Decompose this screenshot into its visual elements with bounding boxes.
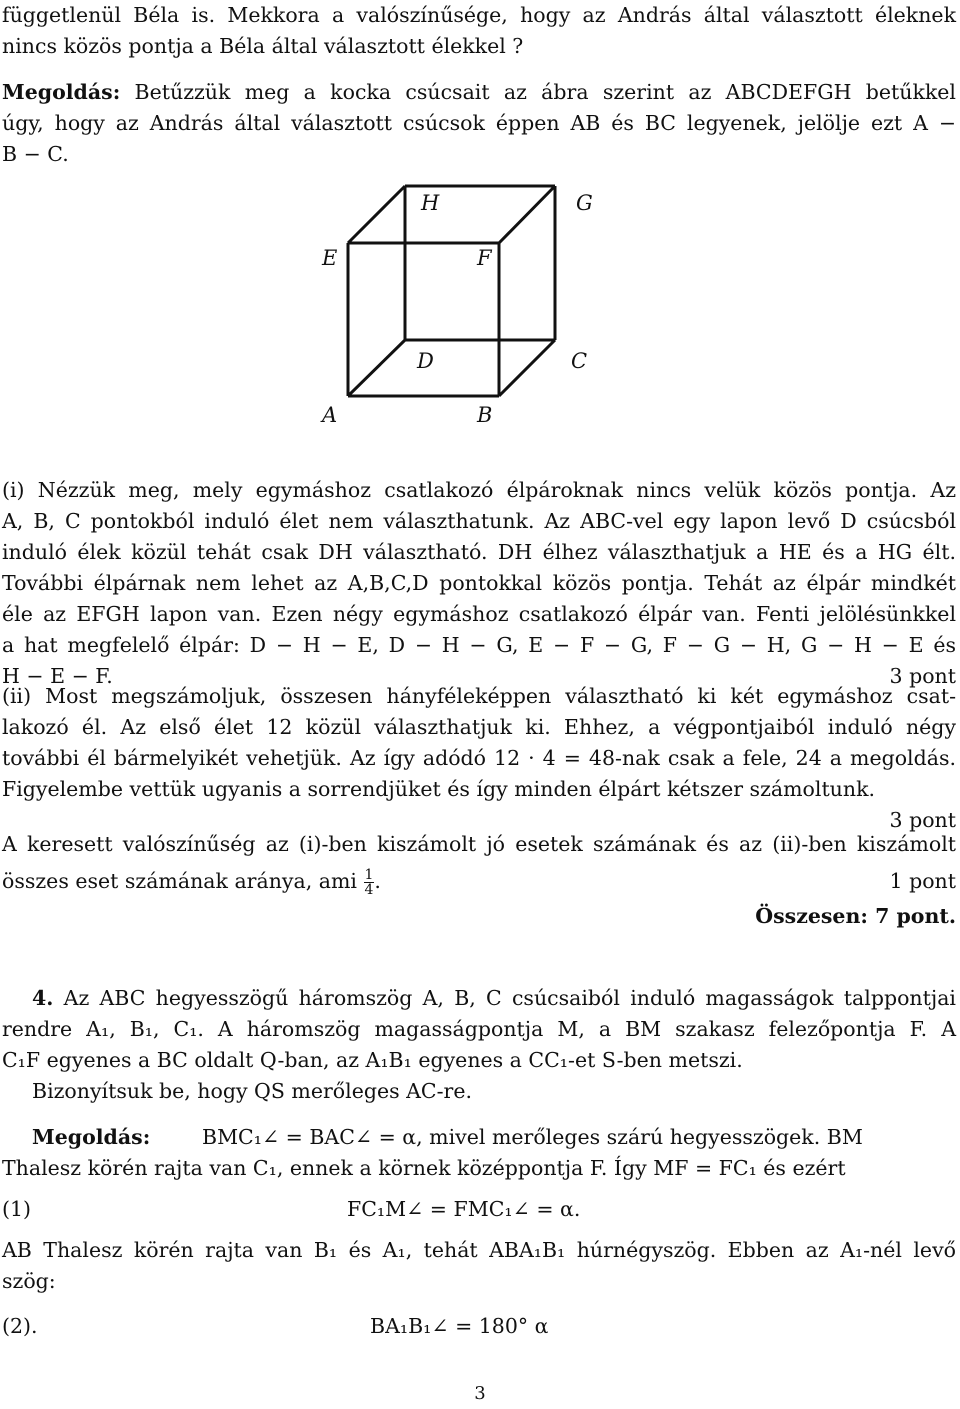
edge-FG [499,186,555,243]
cube-figure [300,180,620,440]
equation-1 [2,1194,956,1225]
part-i-line-5: éle az EFGH lapon van. Ezen négy egymáshoz csatlakozó élpár van. Fenti jelölésünkkel [2,602,956,626]
vertex-label-C: C [571,349,588,373]
solution3-line-2: úgy, hogy az András által választott csúcsok éppen AB és BC legyenek, jelölje ezt A − [2,111,956,135]
points-badge: 1 pont [889,869,956,893]
problem4 [2,983,956,1107]
solution4-line-3: AB Thalesz körén rajta van B₁ és A₁, tehát ABA₁B₁ húrnégyszög. Ebben az A₁-nél levő [2,1238,956,1262]
vertex-label-E: E [322,246,338,270]
solution3-line-1 [2,77,956,108]
solution-heading: Megoldás: [2,80,121,104]
problem4-line-2: rendre A₁, B₁, C₁. A háromszög magasságpontja M, a BM szakasz felezőpontja F. A [2,1017,956,1041]
problem3-intro [2,0,956,62]
vertex-label-D: D [417,349,434,373]
part-ii-line-4: Figyelembe vettük ugyanis a sorrendjüket és így minden élpárt kétszer számoltunk. [2,777,876,801]
equation-2-label: (2). [2,1314,38,1338]
points-badge: 3 pont [889,808,956,832]
vertex-label-B: B [477,403,493,427]
edge-EH [348,186,405,243]
part-i-line-2: A, B, C pontokból induló élet nem választhatunk. Az ABC-vel egy lapon levő D csúcsból [2,509,956,533]
points-badge: 3 pont [889,664,956,688]
solution3-line-1-text: Betűzzük meg a kocka csúcsait az ábra szerint az ABCDEFGH betűkkel [120,80,956,104]
intro-line-2: nincs közös pontja a Béla által választott élekkel ? [2,34,524,58]
vertex-label-A: A [322,403,338,427]
equation-1-text: FC₁M∠ = FMC₁∠ = α. [347,1197,581,1221]
conclusion-line-2-text: összes eset számának aránya, ami [2,869,357,893]
solution3-line-3: B − C. [2,142,69,166]
fraction [364,868,375,897]
vertex-label-H: H [421,191,440,215]
fraction-numerator: 1 [364,867,374,883]
conclusion-period: . [374,869,381,893]
part-i-line-1: (i) Nézzük meg, mely egymáshoz csatlakozó élpároknak nincs velük közös pontja. Az [2,478,956,502]
cube-edges [348,186,555,396]
fraction-denominator: 4 [364,882,374,898]
problem-number: 4. [32,986,54,1010]
solution4-line-1 [2,1122,956,1153]
problem4-line-3: C₁F egyenes a BC oldalt Q-ban, az A₁B₁ egyenes a CC₁-et S-ben metszi. [2,1048,743,1072]
solution4 [2,1122,956,1342]
problem4-line-4: Bizonyítsuk be, hogy QS merőleges AC-re. [32,1079,472,1103]
solution4-line-2: Thalesz körén rajta van C₁, ennek a körnek középpontja F. Így MF = FC₁ és ezért [2,1156,846,1180]
solution4-line-4: szög: [2,1269,56,1293]
solution3-intro [2,77,956,170]
total-points [2,901,956,932]
part-ii-line-1: (ii) Most megszámoljuk, összesen hányféleképpen választható ki két egymáshoz csat- [2,684,956,708]
problem4-line-1 [2,983,956,1014]
problem4-line-1-text: Az ABC hegyesszögű háromszög A, B, C csúcsaiból induló magasságok talppontjai [53,986,956,1010]
solution-heading: Megoldás: [32,1125,151,1149]
part-i-line-4: További élpárnak nem lehet az A,B,C,D pontokkal közös pontja. Tehát az élpár mindkét [2,571,956,595]
part-ii [2,681,956,836]
edge-AD [348,340,405,396]
total-points-text: Összesen: 7 pont. [755,904,956,928]
equation-2 [2,1311,956,1342]
equation-2-text: BA₁B₁∠ = 180° α [370,1314,549,1338]
vertex-label-F: F [477,246,492,270]
part-i-line-3: induló élek közül tehát csak DH választható. DH élhez választhatjuk a HE és a HG élt. [2,540,956,564]
conclusion [2,829,956,932]
part-i [2,475,956,692]
vertex-label-G: G [576,191,593,215]
part-ii-line-3: további él bármelyikét vehetjük. Az így adódó 12 · 4 = 48-nak csak a fele, 24 a megoldás. [2,746,956,770]
conclusion-line-2 [2,866,956,897]
solution4-line-1-text: BMC₁∠ = BAC∠ = α, mivel merőleges szárú hegyesszögek. BM [202,1125,863,1149]
equation-1-label: (1) [2,1197,32,1221]
part-i-line-7-text: H − E − F. [2,664,113,688]
page-number: 3 [474,1383,486,1404]
conclusion-line-1: A keresett valószínűség az (i)-ben kiszámolt jó esetek számának és az (ii)-ben kiszámolt [2,832,956,856]
part-i-line-6: a hat megfelelő élpár: D − H − E, D − H − G, E − F − G, F − G − H, G − H − E és [2,633,956,657]
part-ii-line-2: lakozó él. Az első élet 12 közül választhatjuk ki. Ehhez, a végpontjaiból induló négy [2,715,956,739]
intro-line-1: függetlenül Béla is. Mekkora a valószínűsége, hogy az András által választott éleknek [2,3,956,27]
edge-BC [499,340,555,396]
